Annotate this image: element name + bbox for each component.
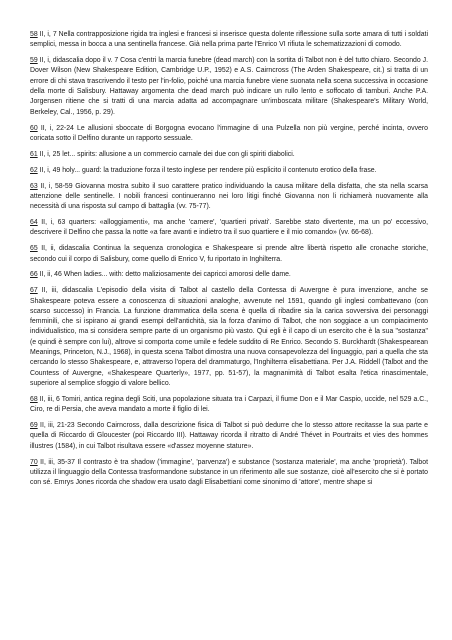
endnote-number-link[interactable]: 65 xyxy=(30,245,38,253)
endnote-text: II, i, 7 Nella contrapposizione rigida tra inglesi e francesi si inserisce questa dolente riflessione sulla sorte amara di tutti i soldati semplici, messa in bocca a una sentinella francese. Già nella prima parte l'Enrico VI rifiuta le schematizzazioni di comodo. xyxy=(30,31,428,49)
endnote xyxy=(30,124,428,145)
endnote-number-link[interactable]: 63 xyxy=(30,182,38,190)
endnote xyxy=(30,286,428,389)
endnote-number-link[interactable]: 60 xyxy=(30,124,38,132)
endnote-number-link[interactable]: 58 xyxy=(30,31,38,38)
endnote-text: II, i, didascalia dopo il v. 7 Cosa c'entri la marcia funebre (dead march) con la sortita di Talbot non è del tutto chiaro. Secondo J. Dover Wilson (New Shakespeare Edition, Cambridge U.P., 1952) e A.S. Cairncross (The Arden Shakespeare, cit.) si tratta di un errore di chi stava trascrivendo il testo per l'in-folio, poiché una marcia funebre viene suonata nella scena successiva in occasione della morte di Salisbury. Hattaway argomenta che dead march può indicare un rullo lento e soffocato di tamburi. Anche P.A. Jorgensen ritiene che si tratti di una marcia adatta ad accompagnare un'imboscata militare (Shakespeare's Military World, Berkeley, Cal., 1956, p. 29). xyxy=(30,57,428,116)
endnote xyxy=(30,421,428,452)
endnote-number-link[interactable]: 61 xyxy=(30,150,38,158)
endnote-text: II, iii, 6 Tomiri, antica regina degli Sciti, una popolazione situata tra i Carpazi, il fiume Don e il Mar Caspio, uccide, nel 529 a.C., Ciro, re di Persia, che aveva mandato a morte il figlio di lei. xyxy=(30,395,428,414)
endnote-number-link[interactable]: 59 xyxy=(30,57,38,65)
endnote xyxy=(30,166,428,176)
endnote-text: II, iii, 21-23 Secondo Cairncross, dalla descrizione fisica di Talbot si può dedurre che lo stesso attore recitasse la sua parte e quella di Riccardo di Gloucester (poi Riccardo III). Hattaway ricorda il ritratto di André Thévet in Pourtraits et vies des hommes illustres (1584), in cui Talbot risultava essere «d'assez moyenne stature». xyxy=(30,422,428,450)
endnote-number-link[interactable]: 69 xyxy=(30,422,38,430)
endnote-number-link[interactable]: 67 xyxy=(30,287,38,295)
endnote-number-link[interactable]: 66 xyxy=(30,271,38,279)
endnote xyxy=(30,56,428,118)
endnote xyxy=(30,458,428,489)
endnote-number-link[interactable]: 64 xyxy=(30,219,38,227)
endnote-text: II, iii, 35-37 Il contrasto è tra shadow ('immagine', 'parvenza') e substance ('sostanza materiale', ma anche 'proprietà'). Talbot utilizza il linguaggio della Contessa trasformandone substance in un riferimento alle sue sostanze, cioè all'esercito che si è portato con sé. Emrys Jones ricorda che shadow era usato dagli Elisabettiani come sinonimo di 'attore', mentre shape si xyxy=(30,458,428,487)
endnote xyxy=(30,150,428,160)
endnote-text: II, iii, didascalia L'episodio della visita di Talbot al castello della Contessa di Auvergne è pura invenzione, anche se Shakespeare poteva essere a conoscenza di situazioni analoghe, avvenute nel 1591, quando gli inglesi combattevano (con scarso successo) in Francia. La funzione drammatica della scena è quella di ribadire sia la carica sovversiva dei personaggi femminili, che si ispirano ai grandi esempi dell'antichità, sia la forza d'animo di Talbot, che non soggiace a un compiacimento individualistico, ma si considera sempre parte di un organismo più vasto. Qui egli è il capo di un esercito che è la sua "sostanza" (e quindi è sempre con lui), altrove si comporta come umile e fedele suddito di Re Enrico. Secondo S. Burckhardt (Shakespearean Meanings, Princeton, N.J., 1968), in questa scena Talbot dimostra una nuova consapevolezza del linguaggio, pari a quella che sta cercando lo stesso Shakespeare, e, attraverso l'opera del drammaturgo, l'Inghilterra elisabettiana. Per J.A. Riddell (Talbot and the Countess of Auvergne, «Shakespeare Quarterly», 1977, pp. 51-57), la magnanimità di Talbot esalta l'etica rinascimentale, superiore al semplice sfoggio di valore bellico. xyxy=(30,287,428,387)
endnote xyxy=(30,244,428,265)
endnote-text: II, i, 58-59 Giovanna mostra subito il suo carattere pratico individuando la causa militare della disfatta, che sta nella scarsa attenzione delle sentinelle. I nobili francesi continueranno nei loro litigi finché Giovanna non li richiamerà nuovamente alla necessità di una risposta sul campo di battaglia (vv. 75-77). xyxy=(30,182,428,211)
endnote-number-link[interactable]: 70 xyxy=(30,458,38,466)
endnote-text: II, i, 25 let... spirits: allusione a un commercio carnale dei due con gli spiriti diabolici. xyxy=(39,150,295,158)
endnotes-list xyxy=(30,30,428,494)
endnote-text: II, ii, 46 When ladies... with: detto maliziosamente dei capricci amorosi delle dame. xyxy=(39,271,291,279)
endnote-text: II, i, 49 holy... guard: la traduzione forza il testo inglese per rendere più esplicito il contenuto erotico della frase. xyxy=(39,166,377,174)
endnote xyxy=(30,270,428,280)
endnote xyxy=(30,30,428,51)
endnote-text: II, ii, didascalia Continua la sequenza cronologica e Shakespeare si prende altre libertà rispetto alle cronache storiche, secondo cui il corpo di Salisbury, come quello di Enrico V, fu riportato in Inghilterra. xyxy=(30,245,428,263)
endnote xyxy=(30,218,428,239)
endnote-number-link[interactable]: 68 xyxy=(30,395,38,403)
endnote-number-link[interactable]: 62 xyxy=(30,166,38,174)
endnote xyxy=(30,182,428,213)
endnote-text: II, i, 63 quarters: «alloggiamenti», ma anche 'camere', 'quartieri privati'. Sarebbe stato divertente, ma un po' eccessivo, descrivere il Delfino che passa la notte «a fare avanti e indietro tra il suo quartiere e il mio comando» (vv. 66-68). xyxy=(30,219,428,237)
endnote xyxy=(30,395,428,416)
endnote-text: II, i, 22-24 Le allusioni sboccate di Borgogna evocano l'immagine di una Pulzella non più vergine, perché incinta, ovvero coricata sotto il Delfino durante un rapporto sessuale. xyxy=(30,124,428,142)
